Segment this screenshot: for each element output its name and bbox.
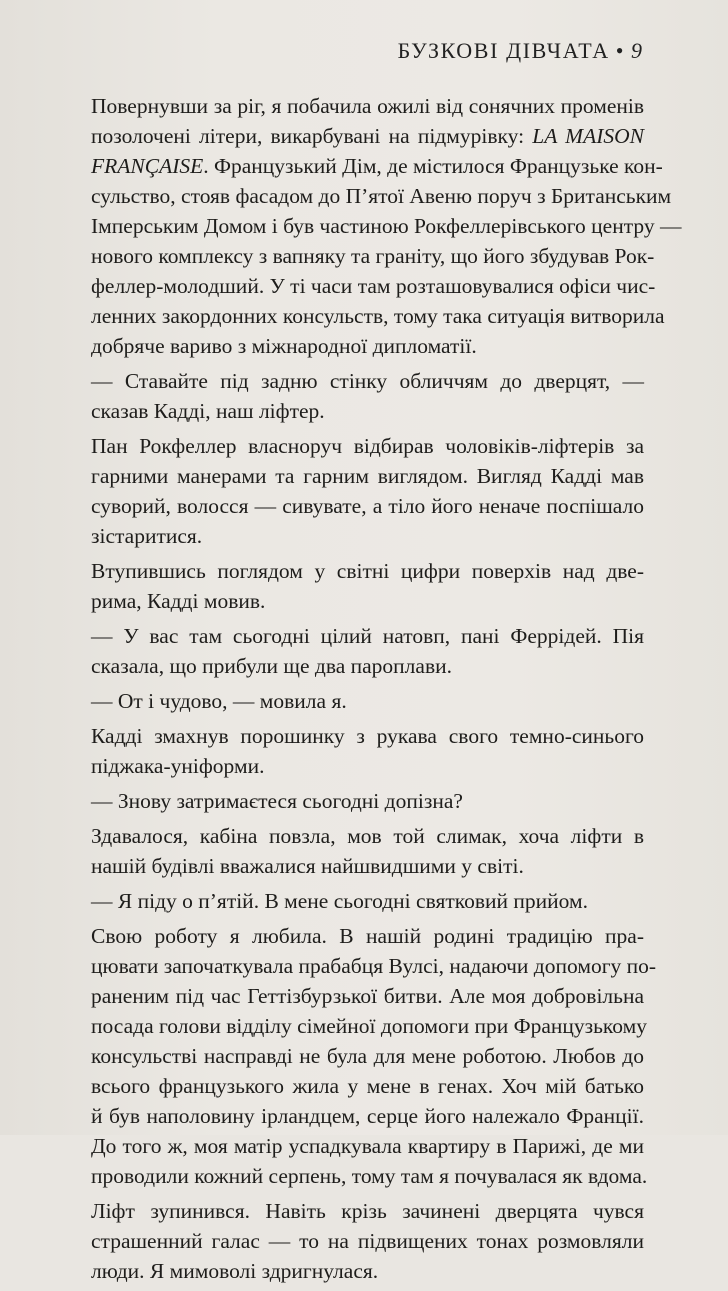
text-line: Імперським Домом і був частиною Рокфеллерівського центру — <box>91 214 682 238</box>
text-line: нашій будівлі вважалися найшвидшими у світі. <box>91 854 524 878</box>
text-line: Здавалося, кабіна повзла, мов той слимак, хоча ліфти в <box>91 824 644 848</box>
text-line: суворий, волосся — сивувате, а тіло його неначе поспішало <box>91 494 644 518</box>
text-line: Пан Рокфеллер власноруч відбирав чоловіків-ліфтерів за <box>91 434 644 458</box>
text-line: зістаритися. <box>91 524 203 548</box>
header-bullet: • <box>615 38 625 63</box>
paragraph <box>91 366 644 426</box>
page-number: 9 <box>631 38 642 63</box>
text-line: люди. Я мимоволі здригнулася. <box>91 1259 379 1283</box>
text-line: посада голови відділу сімейної допомоги при Французькому <box>91 1014 647 1038</box>
text-line: Кадді змахнув порошинку з рукава свого темно-синього <box>91 724 644 748</box>
text-line: — Я піду о п’ятій. В мене сьогодні святковий прийом. <box>91 889 588 913</box>
text-line: сульство, стояв фасадом до П’ятої Авеню поруч з Британським <box>91 184 672 208</box>
text-line: сказав Кадді, наш ліфтер. <box>91 399 325 423</box>
text-line: позолочені літери, викарбувані на підмурівку: LA MAISON <box>91 124 644 148</box>
text-line: — Ставайте під задню стінку обличчям до дверцят, — <box>91 369 644 393</box>
body-text <box>91 91 682 1291</box>
running-header <box>398 38 642 64</box>
text-line: — Знову затримаєтеся сьогодні допізна? <box>91 789 463 813</box>
paragraph <box>91 786 644 816</box>
paragraph <box>91 886 644 916</box>
text-line: раненим під час Геттізбурзької битви. Але моя добровільна <box>91 984 644 1008</box>
text-line: страшенний галас — то на підвищених тонах розмовляли <box>91 1229 644 1253</box>
text-line: — У вас там сьогодні цілий натовп, пані Феррідей. Пія <box>91 624 644 648</box>
paragraph <box>91 431 644 551</box>
text-line: — От і чудово, — мовила я. <box>91 689 347 713</box>
text-line: феллер-молодший. У ті часи там розташовувалися офіси чис- <box>91 274 656 298</box>
text-line: добряче вариво з міжнародної дипломатії. <box>91 334 477 358</box>
paragraph <box>91 1196 644 1286</box>
text-line: консульстві насправді не була для мене роботою. Любов до <box>91 1044 644 1068</box>
text-line: Свою роботу я любила. В нашій родині традицію пра- <box>91 924 644 948</box>
text-line: всього французького жила у мене в генах. Хоч мій батько <box>91 1074 644 1098</box>
text-line: сказала, що прибули ще два пароплави. <box>91 654 452 678</box>
text-line: рима, Кадді мовив. <box>91 589 266 613</box>
text-line: піджака-уніформи. <box>91 754 265 778</box>
text-line: FRANÇAISE. Французький Дім, де містилося Французьке кон- <box>91 154 663 178</box>
text-line: проводили кожний серпень, тому там я почувалася як вдома. <box>91 1164 648 1188</box>
text-line: ленних закордонних консульств, тому така ситуація витворила <box>91 304 665 328</box>
paragraph <box>91 91 682 361</box>
header-title: БУЗКОВІ ДІВЧАТА <box>397 38 610 63</box>
paragraph <box>91 921 657 1191</box>
paragraph <box>91 821 644 881</box>
text-line: цювати започаткувала прабабця Вулсі, надаючи допомогу по- <box>91 954 657 978</box>
text-line: й був наполовину ірландцем, серце його належало Франції. <box>91 1104 644 1128</box>
paragraph <box>91 621 644 681</box>
paragraph <box>91 686 644 716</box>
text-line: До того ж, моя матір успадкувала квартиру в Парижі, де ми <box>91 1134 644 1158</box>
text-line: гарними манерами та гарним виглядом. Вигляд Кадді мав <box>91 464 644 488</box>
text-line: Ліфт зупинився. Навіть крізь зачинені дверцята чувся <box>91 1199 644 1223</box>
text-line: Повернувши за ріг, я побачила ожилі від сонячних променів <box>91 94 644 118</box>
text-line: нового комплексу з вапняку та граніту, що його збудував Рок- <box>91 244 655 268</box>
text-line: Втупившись поглядом у світні цифри поверхів над две- <box>91 559 644 583</box>
paragraph <box>91 721 644 781</box>
paragraph <box>91 556 644 616</box>
